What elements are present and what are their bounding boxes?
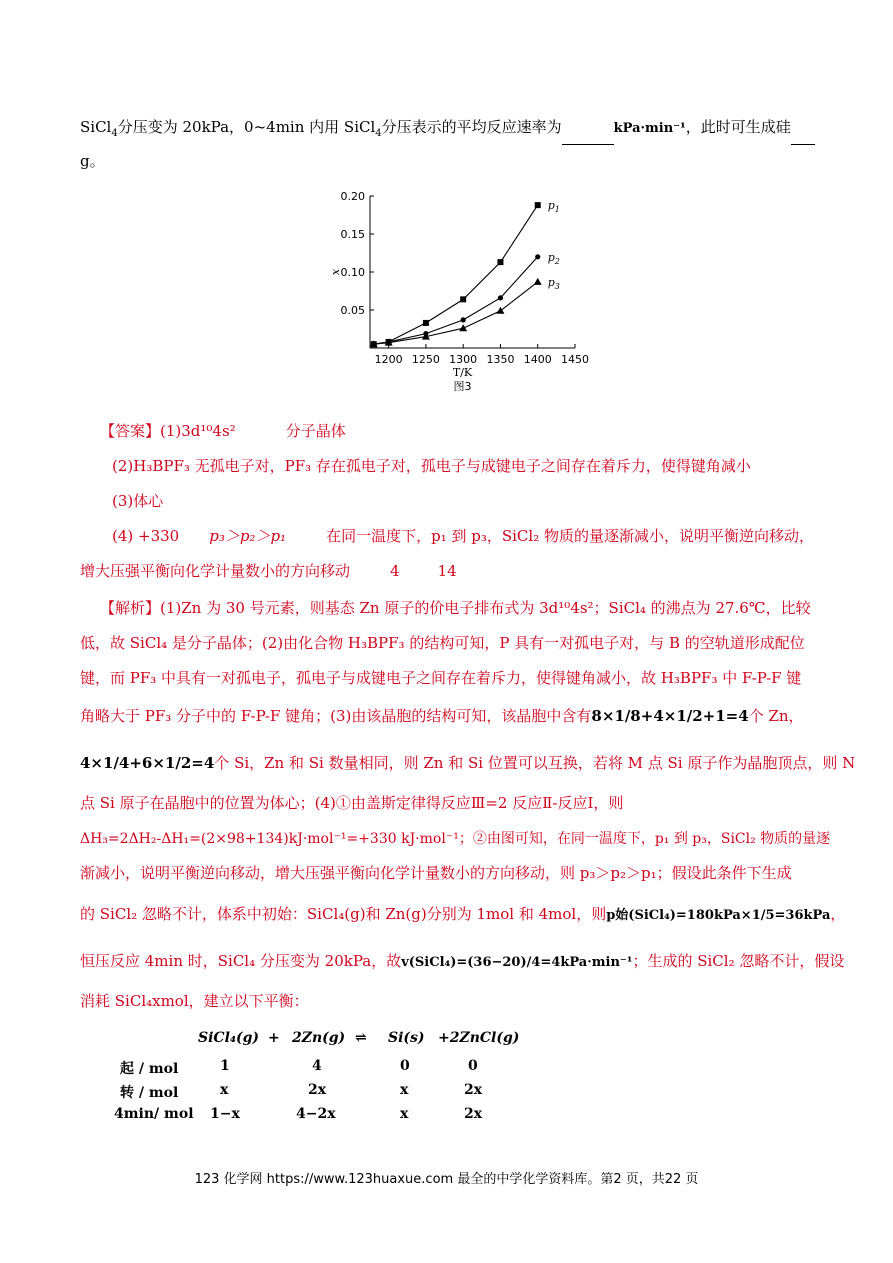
series-label-p1: $p_1$ xyxy=(547,199,560,215)
analysis-line-2 xyxy=(80,632,823,654)
cell: x xyxy=(400,1082,409,1098)
eq-term: +2ZnCl(g) xyxy=(438,1030,520,1046)
text: 低，故 SiCl₄ 是分子晶体；(2)由化合物 H₃BPF₃ 的结构可知，P 具有一对孤电子对，与 B 的空轨道形成配位 xyxy=(80,634,805,652)
answer-line-1 xyxy=(100,420,823,442)
text: 4 xyxy=(390,562,400,580)
text: 角略大于 PF₃ 分子中的 F-P-F 键角；(3)由该晶胞的结构可知，该晶胞中含有 xyxy=(80,707,592,725)
answer-line-2 xyxy=(112,455,823,477)
point-p2 xyxy=(535,254,540,259)
eq-term: + xyxy=(268,1030,280,1046)
formula: v(SiCl₄)=(36−20)/4=4kPa·min⁻¹ xyxy=(401,955,633,970)
analysis-line-6 xyxy=(80,792,823,814)
point-p3 xyxy=(534,278,542,285)
cell: 4−2x xyxy=(296,1106,336,1122)
text: 14 xyxy=(437,562,457,580)
text: p₃＞p₂＞p₁ xyxy=(209,527,287,545)
text: 点 Si 原子在晶胞中的位置为体心；(4)①由盖斯定律得反应Ⅲ=2 反应Ⅱ-反应Ⅰ，则 xyxy=(80,794,624,812)
x-tick-label: 1300 xyxy=(449,353,478,366)
text: 渐减小，说明平衡逆向移动，增大压强平衡向化学计量数小的方向移动，则 p₃＞p₂＞p₁；假设此条件下生成 xyxy=(80,864,792,882)
analysis-line-9 xyxy=(80,903,846,927)
cell: 2x xyxy=(308,1082,327,1098)
text: 在同一温度下，p₁ 到 p₃，SiCl₂ 物质的量逐渐减小，说明平衡逆向移动， xyxy=(326,527,814,545)
chart xyxy=(325,188,595,403)
y-tick-label: 0.20 xyxy=(340,190,365,203)
analysis-line-7 xyxy=(80,827,831,850)
eq-term: Si(s) xyxy=(388,1030,425,1046)
cell: x xyxy=(400,1106,409,1122)
analysis-line-8 xyxy=(80,862,823,884)
answer-blank xyxy=(791,128,815,145)
text: 分压表示的平均反应速率为 xyxy=(381,118,562,136)
analysis-line-1 xyxy=(100,597,823,619)
formula: 8×1/8+4×1/2+1=4 xyxy=(591,707,749,725)
text: (1)Zn 为 30 号元素，则基态 Zn 原子的价电子排布式为 3d¹⁰4s²；SiCl₄ 的沸点为 27.6℃，比较 xyxy=(160,599,811,617)
cell: 0 xyxy=(468,1058,478,1074)
answer-label: 【答案】 xyxy=(100,422,161,440)
question-line-1: SiCl$_4$分压变为 20kPa，0~4min 内用 SiCl$_4$分压表示的平均反应速率为 kPa·min⁻¹，此时可生成硅 xyxy=(80,116,823,145)
point-p1 xyxy=(535,202,541,208)
cell: 1−x xyxy=(210,1106,240,1122)
answer-blank xyxy=(562,128,614,145)
point-p2 xyxy=(461,317,466,322)
cell: 2x xyxy=(464,1106,483,1122)
text: 增大压强平衡向化学计量数小的方向移动 xyxy=(80,562,351,580)
analysis-label: 【解析】 xyxy=(100,599,161,617)
analysis-line-3 xyxy=(80,667,823,689)
series-label-p3: $p_3$ xyxy=(547,275,560,291)
analysis-line-4 xyxy=(80,705,823,727)
y-tick-label: 0.10 xyxy=(340,266,365,279)
text: 键，而 PF₃ 中具有一对孤电子，孤电子与成键电子之间存在着斥力，使得键角减小，故 H₃BPF₃ 中 F-P-F 键 xyxy=(80,669,802,687)
series-line-p1 xyxy=(374,205,538,344)
analysis-line-5 xyxy=(80,752,856,774)
x-tick-label: 1350 xyxy=(486,353,515,366)
point-p2 xyxy=(498,295,503,300)
answer-line-5 xyxy=(80,560,823,582)
eq-term: 2Zn(g) xyxy=(292,1030,346,1046)
formula: 4×1/4+6×1/2=4 xyxy=(80,754,215,772)
text: ；生成的 SiCl₂ 忽略不计，假设 xyxy=(632,952,845,970)
point-p1 xyxy=(497,259,503,265)
x-tick-label: 1250 xyxy=(411,353,440,366)
figure-3 xyxy=(325,188,595,403)
text: (1)3d¹⁰4s² xyxy=(160,422,236,440)
series-label-p2: $p_2$ xyxy=(547,250,560,266)
x-tick-label: 1450 xyxy=(561,353,589,366)
figure-caption: 图3 xyxy=(453,380,472,393)
row-label: 4min/ mol xyxy=(114,1106,194,1122)
y-tick-label: 0.15 xyxy=(340,228,365,241)
text: (2)H₃BPF₃ 无孤电子对，PF₃ 存在孤电子对，孤电子与成键电子之间存在着斥力，使得键角减小 xyxy=(112,457,751,475)
text: 的 SiCl₂ 忽略不计，体系中初始：SiCl₄(g)和 Zn(g)分别为 1mol 和 4mol，则 xyxy=(80,905,607,923)
text: 个 Zn， xyxy=(748,707,804,725)
eq-term: SiCl₄(g) xyxy=(198,1030,260,1046)
text: 分压变为 20kPa，0~4min 内用 SiCl xyxy=(117,118,376,136)
x-tick-label: 1400 xyxy=(523,353,552,366)
cell: 2x xyxy=(464,1082,483,1098)
text: (3)体心 xyxy=(112,492,164,510)
text: g。 xyxy=(80,152,105,170)
unit-label: kPa·min⁻¹ xyxy=(613,121,686,136)
eq-term: ⇌ xyxy=(355,1030,367,1046)
question-line-2 xyxy=(80,150,823,172)
text: 个 Si，Zn 和 Si 数量相同，则 Zn 和 Si 位置可以互换，若将 M 点 Si 原子作为晶胞顶点，则 N xyxy=(214,754,856,772)
cell: x xyxy=(220,1082,229,1098)
row-label: 转 / mol xyxy=(120,1085,179,1101)
text: (4) +330 xyxy=(112,527,180,545)
y-tick-label: 0.05 xyxy=(340,304,365,317)
cell: 0 xyxy=(400,1058,410,1074)
analysis-line-10 xyxy=(80,950,845,974)
row-label: 起 / mol xyxy=(120,1061,179,1077)
cell: 1 xyxy=(220,1058,230,1074)
formula: p始(SiCl₄)=180kPa×1/5=36kPa xyxy=(606,908,831,923)
text: ， xyxy=(830,905,846,923)
answer-line-4 xyxy=(112,525,823,547)
point-p1 xyxy=(460,296,466,302)
series-line-p3 xyxy=(374,282,538,344)
text: ΔH₃=2ΔH₂-ΔH₁=(2×98+134)kJ·mol⁻¹=+330 kJ·mol⁻¹；②由图可知，在同一温度下，p₁ 到 p₃，SiCl₂ 物质的量逐 xyxy=(80,831,831,847)
point-p3 xyxy=(459,324,467,331)
point-p3 xyxy=(496,307,504,314)
analysis-line-11 xyxy=(80,990,823,1012)
text: 消耗 SiCl₄xmol，建立以下平衡： xyxy=(80,992,309,1010)
x-axis-label: T/K xyxy=(452,366,473,379)
text: 分子晶体 xyxy=(285,422,346,440)
answer-line-3 xyxy=(112,490,823,512)
page-footer: 123 化学网 https://www.123huaxue.com 最全的中学化学资料库。第2 页，共22 页 xyxy=(194,1172,699,1187)
text: 恒压反应 4min 时，SiCl₄ 分压变为 20kPa，故 xyxy=(80,952,402,970)
cell: 4 xyxy=(312,1058,322,1074)
x-tick-label: 1200 xyxy=(374,353,403,366)
y-axis-label: x xyxy=(329,268,342,276)
text: SiCl xyxy=(80,118,112,136)
point-p1 xyxy=(423,320,429,326)
text: ，此时可生成硅 xyxy=(685,118,791,136)
